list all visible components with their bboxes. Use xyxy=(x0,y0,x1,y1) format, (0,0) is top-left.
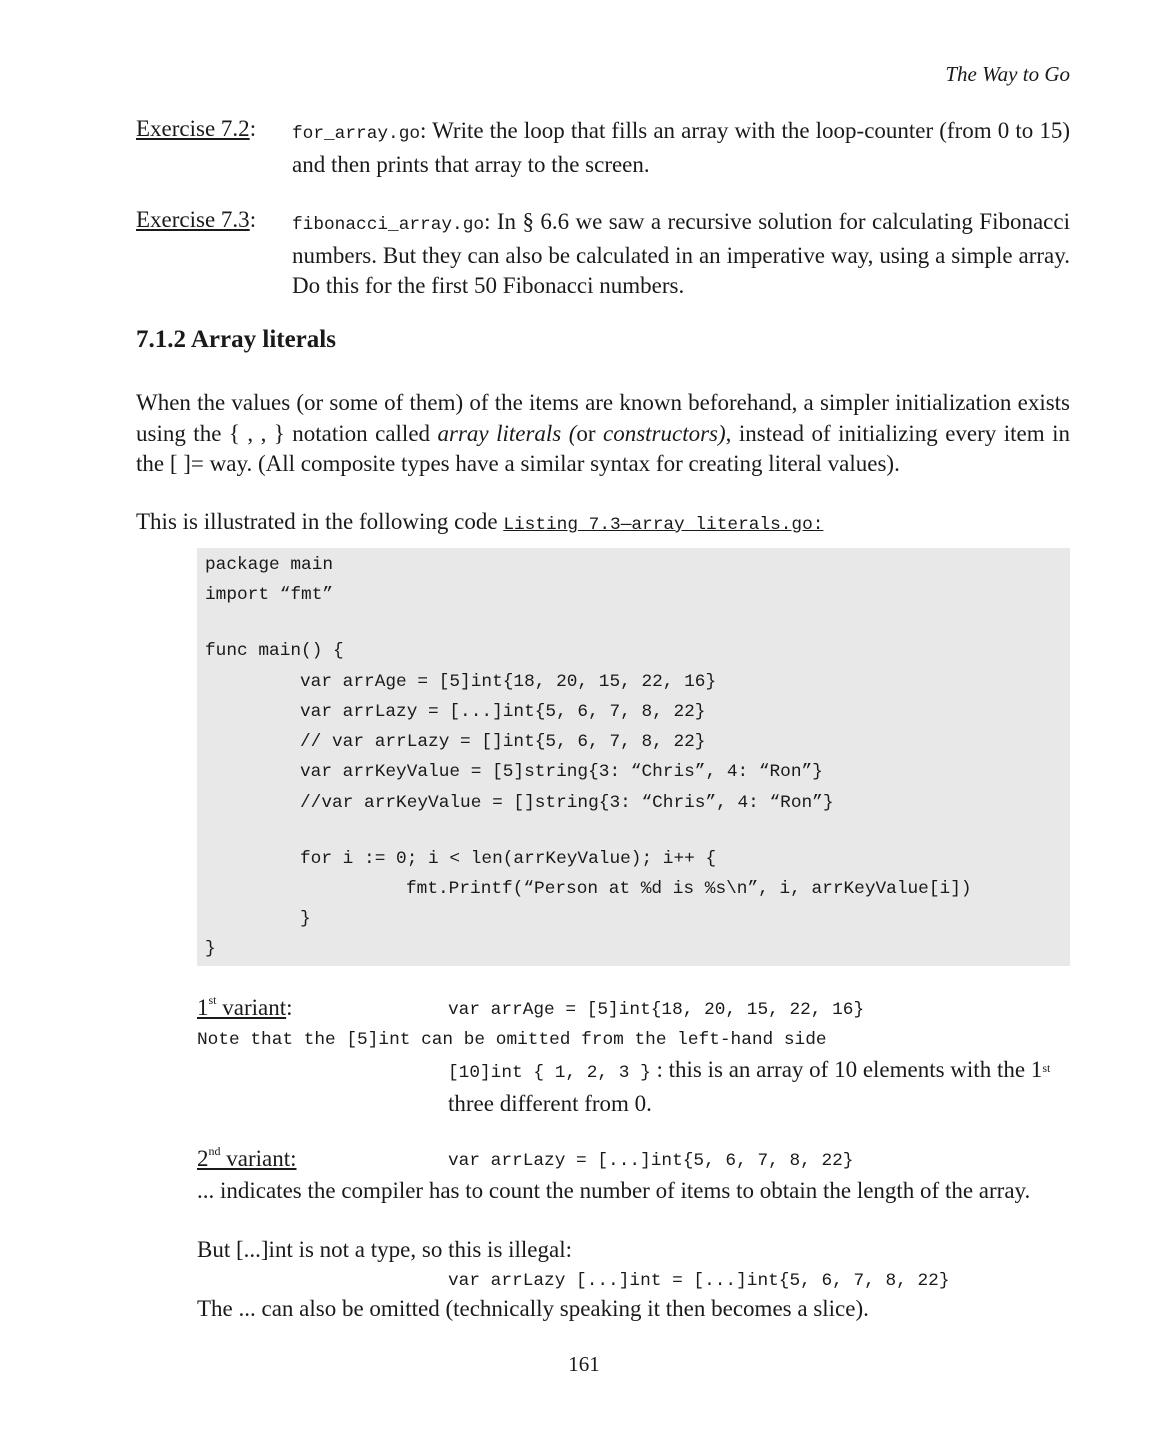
section-heading: 7.1.2 Array literals xyxy=(136,326,336,353)
paragraph-array-literals: When the values (or some of them) of the items are known beforehand, a simpler initialization exists using the { , , } notation called array literals (or constructors), instead of initializing every item in the [ ]= way. (All composite types have a similar syntax for creating literal values). xyxy=(136,390,1070,476)
variant-2-illegal-code: var arrLazy [...]int = [...]int{5, 6, 7, 8, 22} xyxy=(448,1271,950,1291)
exercise-7-3-label: Exercise 7.3: xyxy=(136,207,257,232)
code-line: package main xyxy=(205,555,334,575)
code-line: func main() { xyxy=(205,641,344,661)
code-line: var arrLazy = [...]int{5, 6, 7, 8, 22} xyxy=(300,702,706,722)
variant-2-label: 2nd variant: xyxy=(197,1144,297,1171)
listing-reference: Listing 7.3—array_literals.go: xyxy=(503,515,824,535)
code-line: var arrKeyValue = [5]string{3: “Chris”, 4: “Ron”} xyxy=(300,762,823,782)
variant-2-text: ... indicates the compiler has to count the number of items to obtain the length of the array. xyxy=(197,1178,1031,1203)
variant-2-illegal-note: But [...]int is not a type, so this is illegal: xyxy=(197,1237,573,1262)
exercise-7-2-text: for_array.go: Write the loop that fills an array with the loop-counter (from 0 to 15) and then prints that array to the screen. xyxy=(292,118,1070,177)
variant-2-slice-note: The ... can also be omitted (technically speaking it then becomes a slice). xyxy=(197,1296,869,1321)
exercise-7-3-text: fibonacci_array.go: In § 6.6 we saw a recursive solution for calculating Fibonacci numbers. But they can also be calculated in an imperative way, using a simple array. Do this for the first 50 Fibonacci numbers. xyxy=(292,209,1070,298)
running-header: The Way to Go xyxy=(945,62,1070,86)
code-line: import “fmt” xyxy=(205,585,334,605)
variant-2-code: var arrLazy = [...]int{5, 6, 7, 8, 22} xyxy=(448,1151,854,1171)
variant-1-code: var arrAge = [5]int{18, 20, 15, 22, 16} xyxy=(448,1000,865,1020)
code-line: for i := 0; i < len(arrKeyValue); i++ { xyxy=(300,849,717,869)
page-number: 161 xyxy=(568,1352,600,1376)
code-line: } xyxy=(300,909,311,929)
exercise-7-2-label: Exercise 7.2: xyxy=(136,116,257,141)
variant-1-label: 1st variant: xyxy=(197,993,293,1020)
variant-1-explanation: [10]int { 1, 2, 3 } : this is an array of 10 elements with the 1st three different from 0. xyxy=(448,1057,1051,1116)
code-line: var arrAge = [5]int{18, 20, 15, 22, 16} xyxy=(300,672,717,692)
variant-1-note: Note that the [5]int can be omitted from the left-hand side xyxy=(197,1030,827,1050)
code-line: } xyxy=(205,939,216,959)
paragraph-listing-intro: This is illustrated in the following code Listing 7.3—array_literals.go: xyxy=(136,509,824,535)
code-line: fmt.Printf(“Person at %d is %s\n”, i, arrKeyValue[i]) xyxy=(406,879,972,899)
code-line: //var arrKeyValue = []string{3: “Chris”, 4: “Ron”} xyxy=(300,793,834,813)
code-line: // var arrLazy = []int{5, 6, 7, 8, 22} xyxy=(300,732,706,752)
code-block xyxy=(197,548,1070,966)
